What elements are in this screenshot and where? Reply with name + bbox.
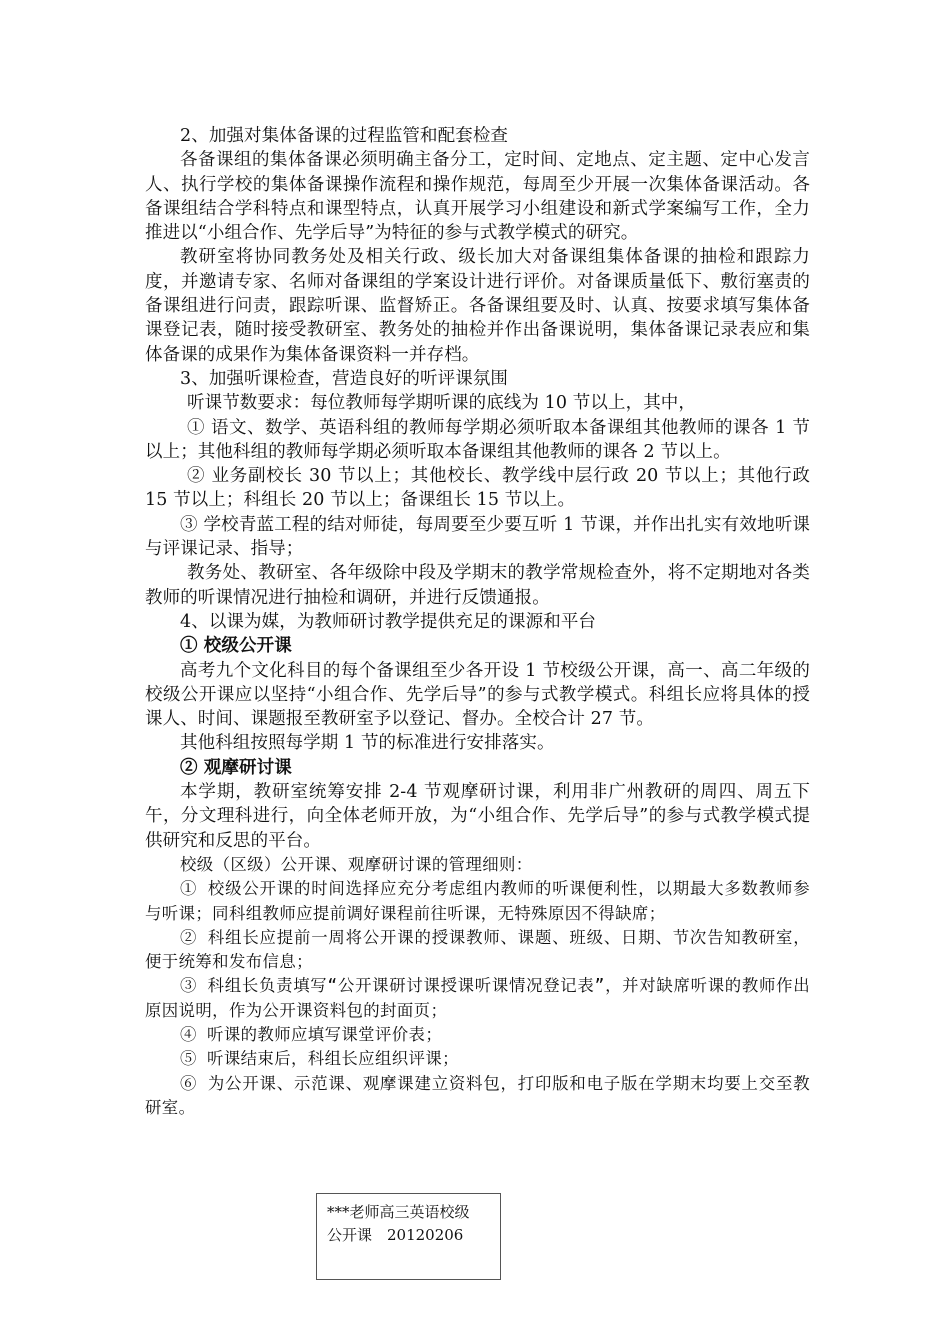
management-rule-6: ⑥ 为公开课、示范课、观摩课建立资料包，打印版和电子版在学期末均要上交至教研室。 xyxy=(145,1073,810,1117)
section-2-heading: 2、加强对集体备课的过程监管和配套检查 xyxy=(180,126,509,146)
observation-class-subheading: ② 观摩研讨课 xyxy=(180,757,292,778)
observation-class-paragraph: 本学期，教研室统筹安排 2-4 节观摩研讨课，利用非广州教研的周四、周五下午，分文理科进行，向全体老师开放，为“小组合作、先学后导”的参与式教学模式提供研究和反思的平台。 xyxy=(145,782,810,851)
section-3-heading: 3、加强听课检查，营造良好的听评课氛围 xyxy=(180,368,509,389)
document-body xyxy=(145,124,810,1120)
management-rule-3: ③ 科组长负责填写“公开课研讨课授课听课情况登记表”，并对缺席听课的教师作出原因说明，作为公开课资料包的封面页； xyxy=(145,976,810,1020)
section-3-closing-paragraph: 教务处、教研室、各年级除中段及学期末的教学常规检查外，将不定期地对各类教师的听课情况进行抽检和调研，并进行反馈通报。 xyxy=(145,563,810,608)
card-line-1: ***老师高三英语校级 xyxy=(327,1203,470,1221)
section-3-item-1: ① 语文、数学、英语科组的教师每学期必须听取本备课组其他教师的课各 1 节以上；其他科组的教师每学期必须听取本备课组其他教师的课各 2 节以上。 xyxy=(145,417,810,462)
section-3-requirement: 听课节数要求：每位教师每学期听课的底线为 10 节以上，其中， xyxy=(187,393,696,414)
section-2-paragraph-2: 教研室将协同教务处及相关行政、级长加大对备课组集体备课的抽检和跟踪力度，并邀请专家、名师对备课组的学案设计进行评价。对备课质量低下、敷衍塞责的备课组进行问责，跟踪听课、监督矫正。各备课组要及时、认真、按要求填写集体备课登记表，随时接受教研室、教务处的抽检并作出备课说明，集体备课记录表应和集体备课的成果作为集体备课资料一并存档。 xyxy=(145,247,810,365)
school-open-class-paragraph-2: 其他科组按照每学期 1 节的标准进行安排落实。 xyxy=(180,733,555,754)
section-4-heading: 4、以课为媒，为教师研讨教学提供充足的课源和平台 xyxy=(180,611,597,632)
resource-package-cover-card xyxy=(316,1193,501,1280)
card-line-2: 公开课 20120206 xyxy=(327,1226,464,1244)
management-rules-heading: 校级（区级）公开课、观摩研讨课的管理细则： xyxy=(180,854,533,874)
management-rule-5: ⑤ 听课结束后，科组长应组织评课； xyxy=(180,1049,459,1069)
school-open-class-paragraph-1: 高考九个文化科目的每个备课组至少各开设 1 节校级公开课，高一、高二年级的校级公开课应以坚持“小组合作、先学后导”的参与式教学模式。科组长应将具体的授课人、时间、课题报至教研室予以登记、督办。全校合计 27 节。 xyxy=(145,660,810,730)
management-rule-1: ① 校级公开课的时间选择应充分考虑组内教师的听课便利性，以期最大多数教师参与听课；同科组教师应提前调好课程前往听课，无特殊原因不得缺席； xyxy=(145,879,810,923)
school-open-class-subheading: ① 校级公开课 xyxy=(180,636,292,657)
section-2-paragraph-1: 各备课组的集体备课必须明确主备分工，定时间、定地点、定主题、定中心发言人、执行学校的集体备课操作流程和操作规范，每周至少开展一次集体备课活动。各备课组结合学科特点和课型特点，认真开展学习小组建设和新式学案编写工作，全力推进以“小组合作、先学后导”为特征的参与式教学模式的研究。 xyxy=(145,150,810,244)
section-3-item-3: ③ 学校青蓝工程的结对师徒，每周要至少要互听 1 节课，并作出扎实有效地听课与评课记录、指导； xyxy=(145,514,810,560)
section-3-item-2: ② 业务副校长 30 节以上；其他校长、教学线中层行政 20 节以上；其他行政 15 节以上；科组长 20 节以上；备课组长 15 节以上。 xyxy=(145,466,810,511)
management-rule-2: ② 科组长应提前一周将公开课的授课教师、课题、班级、日期、节次告知教研室，便于统筹和发布信息； xyxy=(145,927,810,972)
management-rule-4: ④ 听课的教师应填写课堂评价表； xyxy=(180,1024,443,1044)
